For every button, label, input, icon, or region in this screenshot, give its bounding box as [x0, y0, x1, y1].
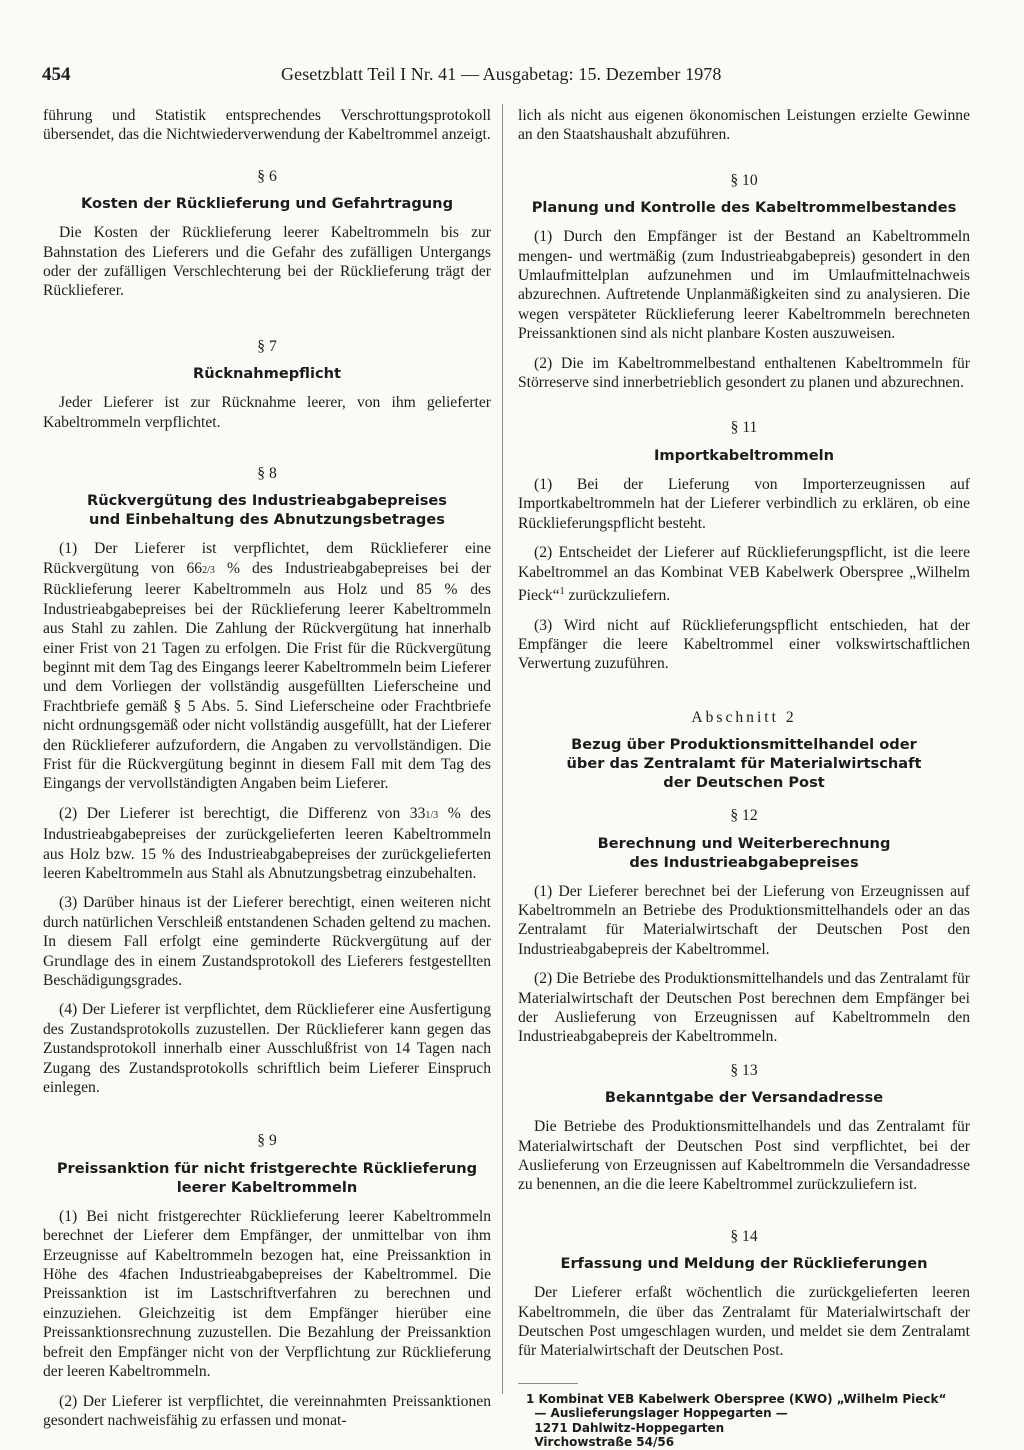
section-title: Erfassung und Meldung der Rücklieferungen — [560, 1255, 928, 1273]
text-run: % des Industrieabgabepreises bei der Rücklieferung leerer Kabeltrommeln aus Holz und 85 % des Industrieabgabepreises bei der Rücklieferung leerer Kabeltrommeln aus Stahl zu zahlen. Die Zahlung der Rückvergütung hat innerhalb einer Frist von 21 Tagen zu erfolgen. Die Frist für die Rückvergütung beginnt mit dem Tag des Eingangs leerer Kabeltrommeln beim Lieferer und dem Vorliegen der vollständig ausgefüllten Lieferscheine und Frachtbriefe gemäß § 5 Abs. 5. Sind Lieferscheine oder Frachtbriefe nicht ordnungsgemäß oder nicht vollständig ausgefüllt, hat der Lieferer den Rücklieferer aufzufordern, die Angaben zu vervollständigen. Die Frist für die Rückvergütung beginnt in diesem Fall mit dem Tag des Eingangs der vervollständigten Angaben beim Lieferer. — [43, 559, 491, 793]
footnote-line: 1271 Dahlwitz-Hoppegarten — [526, 1420, 725, 1435]
section-number: § 11 — [730, 419, 758, 437]
part-label: Abschnitt 2 — [691, 708, 797, 726]
running-header — [42, 64, 980, 90]
section-number: § 7 — [257, 337, 277, 355]
section-number: § 9 — [257, 1132, 277, 1150]
paragraph: Der Lieferer erfaßt wöchentlich die zurückgelieferten leeren Kabeltrommeln, die über das Zentralamt für Materialwirtschaft der Deutschen Post umgeschlagen wurden, und meldet sie dem Zentralamt für Materialwirtschaft der Deutschen Post. — [518, 1284, 970, 1360]
section-title: Bekanntgabe der Versandadresse — [604, 1089, 884, 1107]
paragraph: Die Kosten der Rücklieferung leerer Kabeltrommeln bis zur Bahnstation des Lieferers und die Gefahr des zufälligen Untergangs oder der zufälligen Verschlechterung bei der Rücklieferung trägt der Rücklieferer. — [43, 224, 491, 300]
section-title: Kosten der Rücklieferung und Gefahrtragung — [80, 195, 454, 213]
paragraph — [518, 543, 970, 605]
text-run: (2) Entscheidet der Lieferer auf Rücklieferungspflicht, ist die leere Kabeltrommel an das Kombinat VEB Kabelwerk Oberspree „Wilhelm Pieck“ — [518, 544, 970, 605]
section-title-line: leerer Kabeltrommeln — [176, 1178, 358, 1196]
section-number: § 6 — [257, 167, 277, 185]
page-number: 454 — [42, 64, 71, 85]
fraction: 1/3 — [425, 809, 439, 821]
footnote-line: 1 Kombinat VEB Kabelwerk Oberspree (KWO) „Wilhelm Pieck“ — [526, 1391, 947, 1406]
section-title — [518, 834, 970, 872]
section-number: § 12 — [730, 807, 758, 825]
paragraph: Jeder Lieferer ist zur Rücknahme leerer, von ihm gelieferter Kabeltrommeln verpflichtet. — [43, 394, 491, 431]
part-title-line: über das Zentralamt für Materialwirtschaft — [566, 755, 922, 773]
section-title — [43, 491, 491, 529]
paragraph: (2) Die im Kabeltrommelbestand enthaltenen Kabeltrommeln für Störreserve sind innerbetrieblich gesondert zu planen und abzurechnen. — [518, 354, 970, 392]
section-title — [43, 1159, 491, 1197]
text-run: % des Industrieabgabepreises der zurückgelieferten leeren Kabeltrommeln aus Holz bzw. 15 % des Industrieabgabepreises der zurückgelieferten leeren Kabeltrommeln aus Stahl als Abnutzungsbetrag einzubehalten. — [43, 804, 491, 882]
footnote-rule — [518, 1383, 578, 1384]
paragraph: (3) Wird nicht auf Rücklieferungspflicht entschieden, hat der Empfänger die leere Kabeltrommel einer volkswirtschaftlichen Verwertung zuzuführen. — [518, 616, 970, 673]
paragraph: (1) Bei nicht fristgerechter Rücklieferung leerer Kabeltrommeln berechnet der Lieferer dem Empfänger, der unmittelbar von ihm Erzeugnisse auf Kabeltrommeln bezogen hat, eine Preissanktion in Höhe des 4fachen Industrieabgabepreises der Kabeltrommel. Die Preissanktion ist im Lastschriftverfahren zu berechnen und einzuziehen. Gleichzeitig ist dem Empfänger hierüber eine Preissanktionsrechnung zuzustellen. Die Bezahlung der Preissanktion befreit den Empfänger nicht von der Verpflichtung zur Rücklieferung der leeren Kabeltrommeln. — [43, 1207, 491, 1381]
paragraph: (3) Darüber hinaus ist der Lieferer berechtigt, einen weiteren nicht durch natürlichen Verschleiß entstandenen Schaden geltend zu machen. In diesem Fall erfolgt eine geminderte Rückvergütung auf der Grundlage des in einem Zustandsprotokoll des Lieferers festgestellten Beschädigungsgrades. — [43, 894, 491, 989]
footnote-line: — Auslieferungslager Hoppegarten — — [526, 1406, 788, 1421]
paragraph: Die Betriebe des Produktionsmittelhandels und das Zentralamt für Materialwirtschaft der Deutschen Post sind verpflichtet, bei der Auslieferung von Erzeugnissen auf Kabeltrommeln die Versandadresse zu benennen, an die die leere Kabeltrommel zurückzuliefern ist. — [518, 1118, 970, 1194]
fraction: 2/3 — [202, 564, 215, 576]
text-run: (2) Der Lieferer ist berechtigt, die Differenz von 33 — [59, 804, 426, 822]
continued-paragraph: lich als nicht aus eigenen ökonomischen Leistungen erzielte Gewinne an den Staatshaushalt abzuführen. — [518, 107, 970, 144]
section-title-line: Berechnung und Weiterberechnung — [597, 834, 891, 852]
paragraph: (2) Die Betriebe des Produktionsmittelhandels und das Zentralamt für Materialwirtschaft der Deutschen Post berechnen dem Empfänger bei der Auslieferung von Erzeugnissen auf Kabeltrommeln den Industrieabgabepreis der Kabeltrommeln. — [518, 970, 970, 1046]
text-run: zurückzuliefern. — [564, 587, 671, 605]
text-run: (1) Der Lieferer ist verpflichtet, dem Rücklieferer eine Rückvergütung von 66 — [43, 540, 491, 577]
section-title-line: Rückvergütung des Industrieabgabepreises — [87, 492, 447, 510]
part-title — [518, 735, 970, 792]
section-title-line: des Industrieabgabepreises — [629, 853, 859, 871]
part-title-line: der Deutschen Post — [663, 774, 825, 792]
section-number: § 10 — [730, 171, 758, 189]
section-number: § 13 — [730, 1061, 758, 1079]
paragraph — [43, 804, 491, 884]
paragraph: (1) Durch den Empfänger ist der Bestand an Kabeltrommeln mengen- und wertmäßig (zum Industrieabgabepreis) gesondert in den Umlaufmittelplan aufzunehmen und im Umlaufmittelnachweis abzurechnen. Auftretende Unplanmäßigkeiten sind zu analysieren. Die wegen verspäteter Rücklieferung leerer Kabeltrommeln berechneten Preissanktionen sind als nicht planbare Kosten auszuweisen. — [518, 228, 970, 343]
section-number: § 14 — [730, 1227, 758, 1245]
section-title: Rücknahmepflicht — [193, 365, 341, 383]
paragraph: (4) Der Lieferer ist verpflichtet, dem Rücklieferer eine Ausfertigung des Zustandsprotokolls zuzustellen. Der Rücklieferer kann gegen das Zustandsprotokoll innerhalb einer Ausschlußfrist von 14 Tagen nach Zugang des Zustandsprotokolls schriftlich beim Lieferer Einspruch einlegen. — [43, 1001, 491, 1097]
footnote-marker: 1 — [559, 585, 565, 597]
section-number: § 8 — [257, 465, 277, 483]
part-title-line: Bezug über Produktionsmittelhandel oder — [571, 736, 917, 754]
paragraph: (1) Bei der Lieferung von Importerzeugnissen auf Importkabeltrommeln hat der Lieferer verbindlich zu erklären, ob eine Rücklieferungspflicht besteht. — [518, 475, 970, 532]
footnote-line: Virchowstraße 54/56 — [526, 1435, 675, 1450]
section-title: Importkabeltrommeln — [653, 446, 835, 464]
section-title: Planung und Kontrolle des Kabeltrommelbestandes — [531, 199, 957, 217]
section-title-line: und Einbehaltung des Abnutzungsbetrages — [89, 511, 445, 529]
paragraph: (2) Der Lieferer ist verpflichtet, die vereinnahmten Preissanktionen gesondert nachweisfähig zu erfassen und monat- — [43, 1392, 491, 1429]
left-column — [43, 106, 491, 1430]
right-column — [518, 106, 970, 1450]
paragraph: (1) Der Lieferer berechnet bei der Lieferung von Erzeugnissen auf Kabeltrommeln an Betriebe des Produktionsmittelhandels oder an das Zentralamt für Materialwirtschaft der Deutschen Post den Industrieabgabepreis der Kabeltrommel. — [518, 882, 970, 958]
continued-paragraph: führung und Statistik entsprechendes Verschrottungsprotokoll übersendet, das die Nichtwiederverwendung der Kabeltrommel anzeigt. — [43, 107, 491, 144]
paragraph — [43, 539, 491, 793]
column-divider — [502, 104, 503, 1394]
running-title: Gesetzblatt Teil I Nr. 41 — Ausgabetag: 15. Dezember 1978 — [281, 64, 722, 84]
section-title-line: Preissanktion für nicht fristgerechte Rücklieferung — [56, 1159, 478, 1177]
footnote — [518, 1392, 970, 1450]
